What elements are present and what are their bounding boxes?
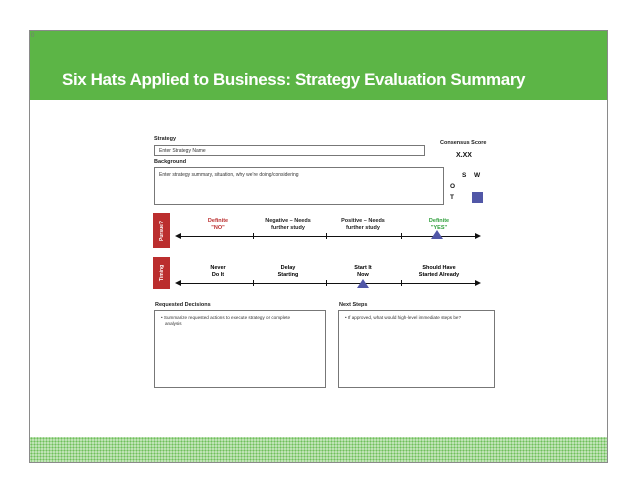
strategy-label: Strategy [154,136,177,142]
timing-position-marker[interactable] [357,279,369,288]
swot-o: O [450,183,456,190]
next-steps-label: Next Steps [339,302,368,308]
decisions-bullet-line2: analysis [165,321,182,326]
background-field[interactable] [154,167,444,205]
swot-t: T [450,194,454,201]
next-steps-box[interactable] [338,310,495,388]
corner-mark: 0 [31,33,35,39]
strategy-value: Enter Strategy Name [159,148,206,154]
slide-title: Six Hats Applied to Business: Strategy Evaluation Summary [62,70,526,89]
swot-quadrant-marker [472,192,483,203]
timing-label-started-already: Should Have Started Already [418,265,460,278]
requested-decisions-box[interactable] [154,310,326,388]
swot-w: W [474,172,481,179]
pursue-tick [401,233,402,239]
consensus-score-value: X.XX [456,152,472,159]
timing-tick [253,280,254,286]
timing-axis-right-arrow [475,280,481,286]
bottom-pattern-band [30,437,607,462]
pursue-label-positive: Positive – Needs further study [341,218,385,231]
timing-label-start-now: Start It Now [354,265,372,278]
timing-label-never: Never Do It [210,265,226,278]
pursue-tab: Pursue? [153,213,170,248]
pursue-position-marker[interactable] [431,230,443,239]
pursue-label-definite-yes: Definite "YES" [428,218,450,231]
timing-axis-left-arrow [175,280,181,286]
timing-label-delay: Delay Starting [277,265,299,278]
pursue-tick [326,233,327,239]
pursue-axis-left-arrow [175,233,181,239]
strategy-field[interactable] [154,145,425,156]
background-value: Enter strategy summary, situation, why we're doing/considering [159,172,299,178]
swot-s: S [462,172,467,179]
background-label: Background [154,159,187,165]
next-steps-bullet-line1: • If approved, what would high-level immediate steps be? [345,315,462,320]
pursue-label-negative: Negative – Needs further study [265,218,311,231]
pursue-label-definite-no: Definite "NO" [207,218,229,231]
timing-axis-line [180,283,475,284]
consensus-score-label: Consensus Score [440,140,487,146]
timing-tick [401,280,402,286]
timing-tick [326,280,327,286]
requested-decisions-label: Requested Decisions [155,302,211,308]
decisions-bullet-line1: • Summarize requested actions to execute strategy or complete [161,315,291,320]
pursue-axis-right-arrow [475,233,481,239]
pursue-tick [253,233,254,239]
timing-tab: Timing [153,257,170,289]
